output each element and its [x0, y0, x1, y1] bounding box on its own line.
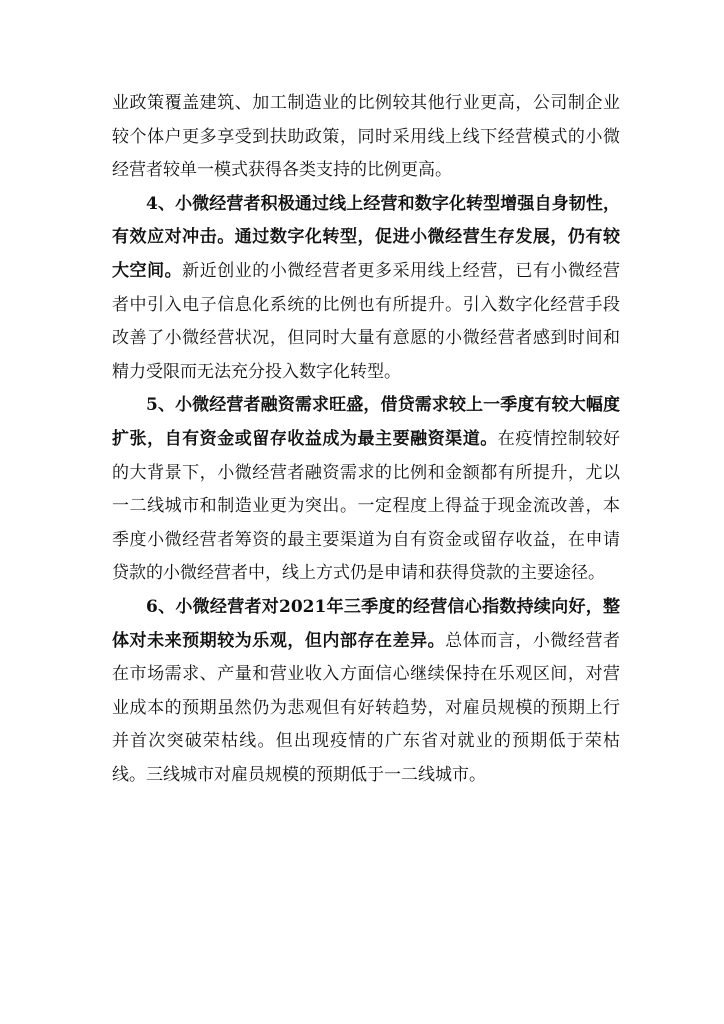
paragraph-text: 业政策覆盖建筑、加工制造业的比例较其他行业更高，公司制企业较个体户更多享受到扶助政策，同时采用线上线下经营模式的小微经营者较单一模式获得各类支持的比例更高。 — [112, 93, 620, 181]
paragraph-continuation — [112, 87, 620, 188]
paragraph-item-5 — [112, 389, 620, 591]
paragraph-text: 新近创业的小微经营者更多采用线上经营，已有小微经营者中引入电子信息化系统的比例也有所提升。引入数字化经营手段改善了小微经营状况，但同时大量有意愿的小微经营者感到时间和精力受限而无法充分投入数字化转型。 — [112, 260, 621, 382]
paragraph-text: 在疫情控制较好的大背景下，小微经营者融资需求的比例和金额都有所提升，尤以一二线城市和制造业更为突出。一定程度上得益于现金流改善，本季度小微经营者筹资的最主要渠道为自有资金或留存收益，在申请贷款的小微经营者中，线上方式仍是申请和获得贷款的主要途径。 — [112, 428, 621, 584]
document-page — [112, 87, 620, 792]
paragraph-item-4 — [112, 188, 620, 390]
paragraph-item-6 — [112, 591, 620, 793]
paragraph-heading: 5、小微经营者融资需求旺盛，借贷需求较上一季度有较大幅度扩张，自有资金或留存收益成为最主要融资渠道。 — [112, 395, 620, 449]
paragraph-heading: 4、小微经营者积极通过线上经营和数字化转型增强自身韧性，有效应对冲击。通过数字化转型，促进小微经营生存发展，仍有较大空间。 — [112, 193, 620, 281]
paragraph-heading: 6、小微经营者对2021年三季度的经营信心指数持续向好，整体对未来预期较为乐观，但内部存在差异。 — [112, 596, 620, 651]
paragraph-text: 总体而言，小微经营者在市场需求、产量和营业收入方面信心继续保持在乐观区间，对营业成本的预期虽然仍为悲观但有好转趋势，对雇员规模的预期上行并首次突破荣枯线。但出现疫情的广东省对就业的预期低于荣枯线。三线城市对雇员规模的预期低于一二线城市。 — [112, 630, 621, 785]
